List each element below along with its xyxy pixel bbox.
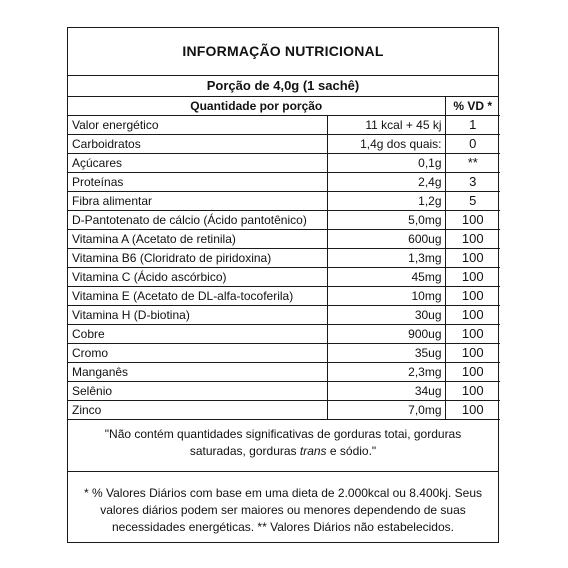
nutrient-row: [68, 153, 500, 172]
nutrient-name: Proteínas: [68, 172, 327, 191]
nutrient-quantity: 2,3mg: [327, 362, 445, 381]
nutrient-daily-value: 100: [445, 229, 500, 248]
nutrient-row: [68, 324, 500, 343]
nutrient-row: [68, 172, 500, 191]
nutrient-name: Açúcares: [68, 153, 327, 172]
nutrient-row: [68, 305, 500, 324]
nutrient-name: Carboidratos: [68, 134, 327, 153]
portion-size: Porção de 4,0g (1 sachê): [68, 76, 498, 97]
nutrient-daily-value: 3: [445, 172, 500, 191]
nutrient-name: Cobre: [68, 324, 327, 343]
nutrition-facts-label: [67, 27, 499, 543]
nutrient-row: [68, 248, 500, 267]
nutrient-quantity: 30ug: [327, 305, 445, 324]
fat-disclaimer: [68, 420, 498, 472]
nutrient-row: [68, 400, 500, 419]
nutrient-daily-value: 100: [445, 381, 500, 400]
table-header-row: [68, 97, 500, 115]
nutrient-quantity: 34ug: [327, 381, 445, 400]
nutrient-daily-value: 100: [445, 305, 500, 324]
nutrient-name: D-Pantotenato de cálcio (Ácido pantotênico): [68, 210, 327, 229]
nutrient-rows: [68, 115, 500, 419]
label-title: INFORMAÇÃO NUTRICIONAL: [68, 28, 498, 76]
nutrient-row: [68, 362, 500, 381]
amount-per-portion-header: Quantidade por porção: [68, 97, 445, 115]
nutrient-name: Valor energético: [68, 115, 327, 134]
daily-value-header: % VD *: [445, 97, 500, 115]
nutrient-row: [68, 210, 500, 229]
nutrient-row: [68, 267, 500, 286]
nutrient-row: [68, 286, 500, 305]
nutrient-quantity: 900ug: [327, 324, 445, 343]
nutrient-row: [68, 381, 500, 400]
nutrient-quantity: 600ug: [327, 229, 445, 248]
fat-disclaimer-trans: trans: [299, 443, 327, 458]
nutrient-quantity: 45mg: [327, 267, 445, 286]
nutrient-row: [68, 343, 500, 362]
nutrient-quantity: 1,3mg: [327, 248, 445, 267]
fat-disclaimer-end: e sódio.": [326, 443, 377, 458]
nutrient-quantity: 7,0mg: [327, 400, 445, 419]
nutrient-daily-value: 100: [445, 286, 500, 305]
nutrient-name: Zinco: [68, 400, 327, 419]
nutrient-name: Selênio: [68, 381, 327, 400]
nutrient-daily-value: 100: [445, 400, 500, 419]
nutrient-name: Vitamina C (Ácido ascórbico): [68, 267, 327, 286]
nutrient-daily-value: 100: [445, 267, 500, 286]
nutrient-quantity: 1,2g: [327, 191, 445, 210]
nutrient-quantity: 2,4g: [327, 172, 445, 191]
nutrient-row: [68, 229, 500, 248]
fat-disclaimer-text: "Não contém quantidades significativas de gorduras totai, gorduras saturadas, gorduras: [104, 426, 462, 458]
nutrient-quantity: 10mg: [327, 286, 445, 305]
nutrient-daily-value: 100: [445, 210, 500, 229]
nutrient-row: [68, 115, 500, 134]
nutrient-quantity: 1,4g dos quais:: [327, 134, 445, 153]
nutrient-name: Vitamina B6 (Cloridrato de piridoxina): [68, 248, 327, 267]
nutrient-daily-value: 1: [445, 115, 500, 134]
nutrient-daily-value: **: [445, 153, 500, 172]
nutrient-name: Vitamina E (Acetato de DL-alfa-tocoferila): [68, 286, 327, 305]
nutrient-daily-value: 0: [445, 134, 500, 153]
nutrient-name: Fibra alimentar: [68, 191, 327, 210]
nutrient-name: Vitamina A (Acetato de retinila): [68, 229, 327, 248]
nutrient-quantity: 35ug: [327, 343, 445, 362]
nutrient-daily-value: 100: [445, 248, 500, 267]
nutrient-name: Cromo: [68, 343, 327, 362]
nutrient-daily-value: 100: [445, 362, 500, 381]
nutrient-daily-value: 100: [445, 343, 500, 362]
nutrient-row: [68, 134, 500, 153]
daily-value-footnote: * % Valores Diários com base em uma dieta de 2.000kcal ou 8.400kj. Seus valores diários podem ser maiores ou menores dependendo de suas necessidades energéticas. ** Valores Diários não estabelecidos.: [84, 485, 482, 534]
nutrient-daily-value: 5: [445, 191, 500, 210]
nutrient-daily-value: 100: [445, 324, 500, 343]
nutrient-quantity: 0,1g: [327, 153, 445, 172]
nutrient-quantity: 5,0mg: [327, 210, 445, 229]
nutrition-table: [68, 97, 500, 420]
nutrient-quantity: 11 kcal + 45 kj: [327, 115, 445, 134]
nutrient-name: Manganês: [68, 362, 327, 381]
nutrient-name: Vitamina H (D-biotina): [68, 305, 327, 324]
nutrient-row: [68, 191, 500, 210]
